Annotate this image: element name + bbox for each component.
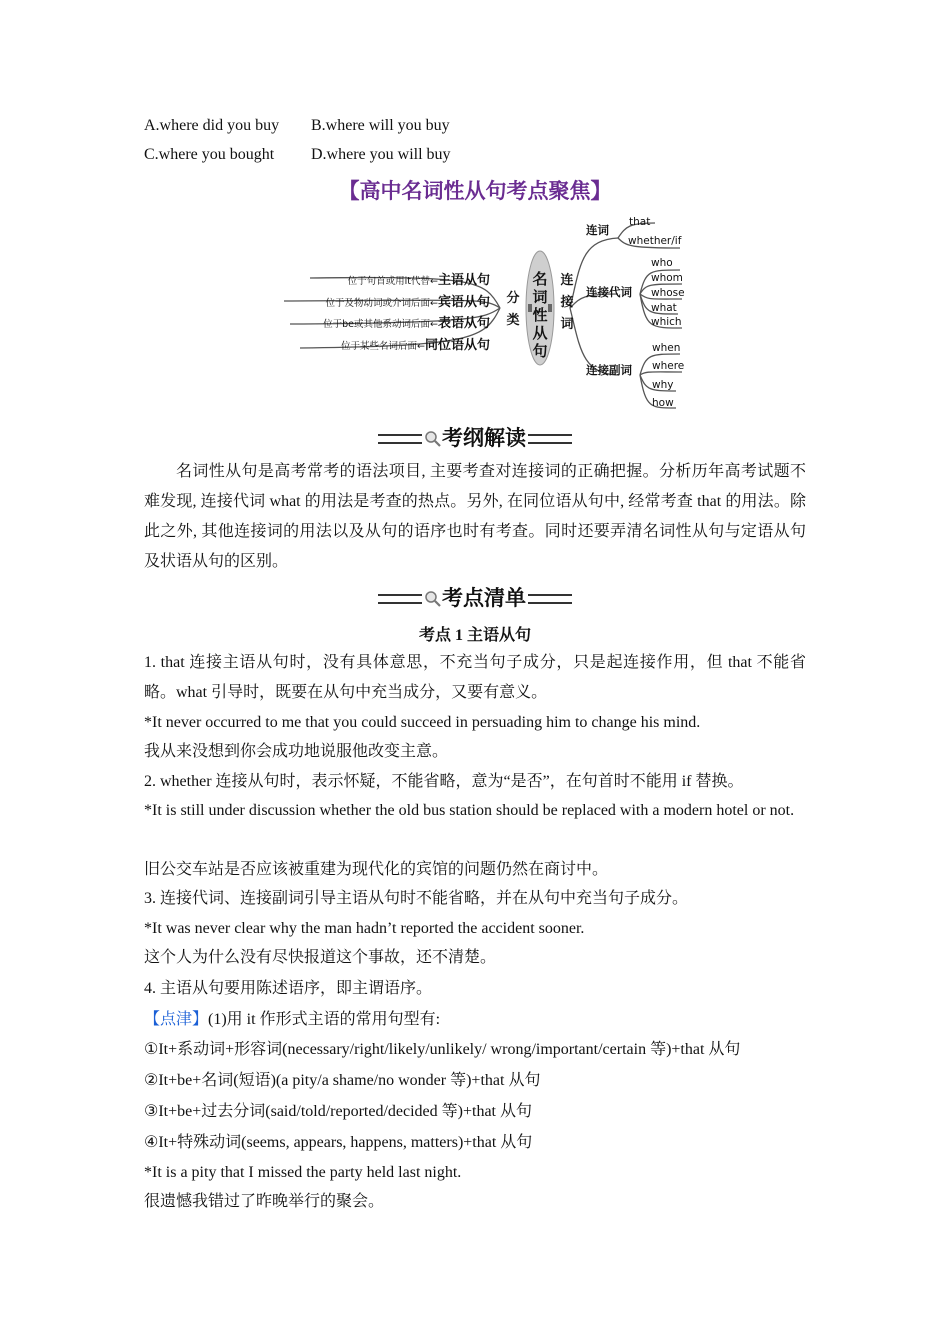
section-heading-syllabus: [0, 422, 950, 452]
mindmap-word-2-1: who: [651, 257, 673, 269]
mindmap-category-2: 位于及物动词或介词后面←宾语从句: [325, 295, 490, 310]
option-a: A.where did you buy: [144, 117, 280, 134]
option-b: B.where will you buy: [311, 117, 450, 134]
example-1-en: *It never occurred to me that you could succeed in persuading him to change his mind.: [144, 714, 701, 731]
section-heading-checklist-text: 考点清单: [442, 586, 526, 610]
syllabus-paragraph: 名词性从句是高考常考的语法项目, 主要考查对连接词的正确把握。分析历年高考试题不难发现, 连接代词 what 的用法是考查的热点。另外, 在同位语从句中, 经常考查 that 的用法。除此之外, 其他连接词的用法以及从句的语序也时有考查。同时还要弄清名词性从句与定语从句及状语从句的区别。: [144, 463, 806, 570]
mindmap-word-2-5: which: [651, 316, 682, 328]
mindmap-category-3: 位于be或其他系动词后面←表语从句: [323, 316, 490, 331]
magnifier-icon: [424, 590, 442, 608]
section-heading-checklist: [0, 582, 950, 612]
example-4-zh: 很遗憾我错过了昨晚举行的聚会。: [144, 1193, 385, 1210]
example-2-en: *It is still under discussion whether the old bus station should be replaced with a modern hotel or not.: [144, 802, 795, 819]
mindmap-word-3-1: when: [652, 342, 681, 354]
mindmap-left-branch-label: 分类: [506, 291, 520, 328]
tip-text: (1)用 it 作形式主语的常用句型有:: [208, 1011, 441, 1028]
pattern-4: ④It+特殊动词(seems, appears, happens, matters)+that 从句: [144, 1134, 533, 1151]
point-2-text: 2. whether 连接从句时，表示怀疑，不能省略，意为“是否”，在句首时不能用 if 替换。: [144, 773, 744, 790]
mindmap-word-3-4: how: [652, 397, 674, 409]
mindmap-word-1-1: that: [629, 216, 651, 228]
mindmap-center-label: 名词性从句: [532, 270, 548, 360]
mindmap-word-2-4: what: [651, 302, 677, 314]
mindmap-group-3: 连接副词: [586, 363, 632, 377]
options-row-1: [144, 116, 450, 136]
page-title: 【高中名词性从句考点聚焦】: [338, 179, 612, 203]
pattern-2: ②It+be+名词(短语)(a pity/a shame/no wonder 等)+that 从句: [144, 1072, 541, 1089]
mindmap-diagram: [270, 208, 690, 414]
mindmap-group-1: 连词: [586, 223, 609, 237]
tip-line: [144, 1005, 806, 1035]
mindmap-category-1: 位于句首或用it代替←主语从句: [347, 273, 490, 288]
mindmap-right-branch-label: 连接词: [560, 273, 574, 332]
pattern-1: ①It+系动词+形容词(necessary/right/likely/unlikely/ wrong/important/certain 等)+that 从句: [144, 1041, 741, 1058]
option-d: D.where you will buy: [311, 146, 451, 163]
options-row-2: [144, 145, 451, 165]
magnifier-icon: [424, 430, 442, 448]
example-3-zh: 这个人为什么没有尽快报道这个事故，还不清楚。: [144, 949, 497, 966]
example-1-zh: 我从来没想到你会成功地说服他改变主意。: [144, 743, 449, 760]
mindmap-word-1-2: whether/if: [628, 235, 682, 247]
mindmap-category-4: 位于某些名词后面←同位语从句: [341, 338, 490, 353]
subheading-point-1: 考点 1 主语从句: [418, 627, 531, 644]
mindmap-word-2-2: whom: [651, 272, 683, 284]
tip-label: 【点津】: [144, 1011, 209, 1028]
section-heading-syllabus-text: 考纲解读: [442, 426, 526, 450]
mindmap-word-3-3: why: [652, 379, 674, 391]
point-4-text: 4. 主语从句要用陈述语序，即主谓语序。: [144, 980, 433, 997]
mindmap-word-3-2: where: [652, 360, 685, 372]
pattern-3: ③It+be+过去分词(said/told/reported/decided 等)+that 从句: [144, 1103, 532, 1120]
option-c: C.where you bought: [144, 146, 275, 163]
example-4-en: *It is a pity that I missed the party held last night.: [144, 1164, 462, 1181]
mindmap-group-2: 连接代词: [586, 285, 632, 299]
example-2-zh: 旧公交车站是否应该被重建为现代化的宾馆的问题仍然在商讨中。: [144, 861, 609, 878]
example-3-en: *It was never clear why the man hadn’t reported the accident sooner.: [144, 920, 585, 937]
point-3-text: 3. 连接代词、连接副词引导主语从句时不能省略，并在从句中充当句子成分。: [144, 890, 689, 907]
point-1-text: 1. that 连接主语从句时，没有具体意思，不充当句子成分，只是起连接作用，但 that 不能省略。what 引导时，既要在从句中充当成分，又要有意义。: [144, 654, 806, 701]
mindmap-word-2-3: whose: [651, 287, 685, 299]
